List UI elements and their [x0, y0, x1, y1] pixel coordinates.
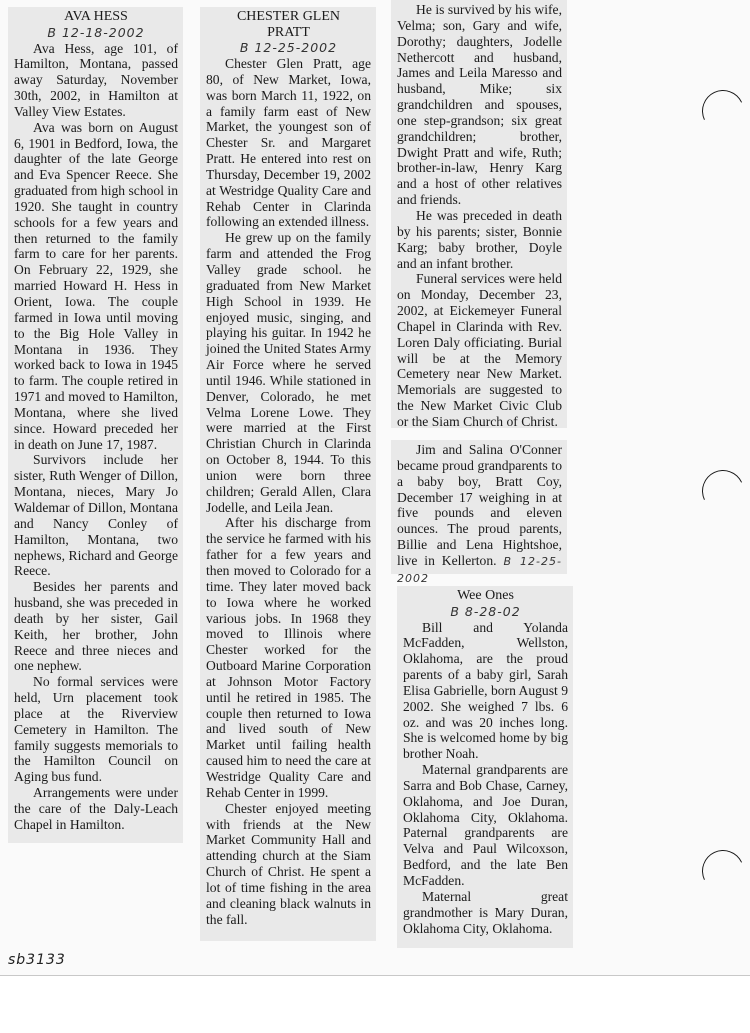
obituary-paragraph: He grew up on the family farm and attended the Frog Valley grade school. he graduated from New Market High School in 1939. He enjoyed music, singing, and playing his guitar. In 1942 he joined the United States Army Air Force where he served until 1946. While stationed in Denver, Colorado, he met Velma Lorene Lowe. They were married at the First Christian Church in Clarinda on October 8, 1944. To this union were born three children; Gerald Allen, Clara Jodelle, and Leila Jean. [206, 230, 371, 515]
obituary-paragraph: Survivors include her sister, Ruth Wenger of Dillon, Montana, nieces, Mary Jo Waldemar of Dillon, Montana and Nancy Conley of Hamilton, Montana, two nephews, Richard and George Reece. [14, 452, 178, 579]
notice-paragraph: Maternal grandparents are Sarra and Bob Chase, Carney, Oklahoma, and Joe Duran, Oklahoma City, Oklahoma. Paternal grandparents are Velva and Paul Wilcoxson, Bedford, and the late Ben McFadden. [403, 762, 568, 888]
scrapbook-id-note: sb3133 [8, 952, 66, 968]
notice-paragraph: Maternal great grandmother is Mary Duran, Oklahoma City, Oklahoma. [403, 888, 568, 936]
handwritten-date-note: B 8-28-02 [450, 603, 521, 619]
obituary-paragraph: After his discharge from the service he farmed with his father for a few years and then moved to Colorado for a time. They later moved back to Iowa where he worked various jobs. In 1968 they moved to Illinois where Chester worked for the Outboard Marine Corporation at Johnson Motor Factory until he retired in 1985. The couple then returned to Iowa and lived south of New Market until failing health caused him to need the care at Westridge Quality Care and Rehab Center in 1999. [206, 515, 371, 800]
obituary-paragraph: Chester Glen Pratt, age 80, of New Market, Iowa, was born March 11, 1922, on a family farm east of New Market, the youngest son of Chester Sr. and Margaret Pratt. He entered into rest on Thursday, December 19, 2002 at Westridge Quality Care and Rehab Center in Clarinda following an extended illness. [206, 56, 371, 230]
birth-notice-wee-ones [397, 586, 573, 948]
obituary-paragraph: Arrangements were under the care of the Daly-Leach Chapel in Hamilton. [14, 785, 178, 832]
obituary-chester-continued [391, 0, 567, 428]
obituary-paragraph: He was preceded in death by his parents; sister, Bonnie Karg; baby brother, Doyle and an infant brother. [397, 207, 562, 271]
obituary-ava-hess [8, 7, 183, 843]
page-edge-line [0, 975, 750, 976]
notice-paragraph: Bill and Yolanda McFadden, Wellston, Oklahoma, are the proud parents of a baby girl, Sarah Elisa Gabrielle, born August 9 2002. She weighed 7 lbs. 6 oz. and was 20 inches long. She is welcomed home by big brother Noah. [403, 619, 568, 762]
handwritten-date-note: B 12-25-2002 [397, 554, 562, 585]
obituary-paragraph: He is survived by his wife, Velma; son, Gary and wife, Dorothy; daughters, Jodelle Nethercott and husband, James and Leila Maresso and husband, Mike; six grandchildren and spouses, one step-grandson; six great grandchildren; brother, Dwight Pratt and wife, Ruth; brother-in-law, Henry Karg and a host of other relatives and friends. [397, 2, 562, 208]
notice-text: Jim and Salina O'Conner became proud grandparents to a baby boy, Bratt Coy, December 17 weighing in at five pounds and eleven ounces. The proud parents, Billie and Lena Hightshoe, live in Kellerton. B 12-25-2002 [397, 442, 562, 585]
obituary-chester-pratt [200, 7, 376, 941]
birth-notice-oconner [391, 440, 567, 585]
obituary-paragraph: Besides her parents and husband, she was preceded in death by her sister, Gail Keith, her brother, John Reece and three nieces and one nephew. [14, 579, 178, 674]
obituary-paragraph: Ava was born on August 6, 1901 in Bedford, Iowa, the daughter of the late George and Eva Spencer Reece. She graduated from high school in 1920. She taught in country schools for a few years and then returned to the family farm to care for her parents. On February 22, 1929, she married Howard H. Hess in Orient, Iowa. The couple farmed in Iowa until moving to the Big Hole Valley in Montana in 1936. They worked back to Iowa in 1945 to farm. The couple retired in 1971 and moved to Hamilton, Montana, where she lived since. Howard preceded her in death on June 17, 1987. [14, 119, 178, 452]
handwritten-date-note: B 12-25-2002 [239, 40, 338, 55]
obituary-title: AVA HESS [64, 9, 128, 24]
obituary-title-line2: PRATT [267, 24, 310, 40]
obituary-paragraph: Chester enjoyed meeting with friends at the New Market Community Hall and attending church at the Siam Church of Christ. He spent a lot of time fishing in the area and cleaning black walnuts in the fall. [206, 800, 371, 927]
notice-title: Wee Ones [457, 588, 514, 603]
obituary-title: CHESTER GLEN [236, 9, 341, 24]
handwritten-date-note: B 12-18-2002 [47, 24, 145, 40]
obituary-paragraph: Ava Hess, age 101, of Hamilton, Montana, passed away Saturday, November 30th, 2002, in Hamilton at Valley View Estates. [14, 40, 178, 119]
obituary-paragraph: No formal services were held, Urn placement took place at the Riverview Cemetery in Hamilton. The family suggests memorials to the Hamilton Council on Aging bus fund. [14, 674, 178, 785]
obituary-paragraph: Funeral services were held on Monday, December 23, 2002, at Eickemeyer Funeral Chapel in Clarinda with Rev. Loren Daly officiating. Burial will be at the Memory Cemetery near New Market. Memorials are suggested to the New Market Civic Club or the Siam Church of Christ. [397, 271, 562, 429]
